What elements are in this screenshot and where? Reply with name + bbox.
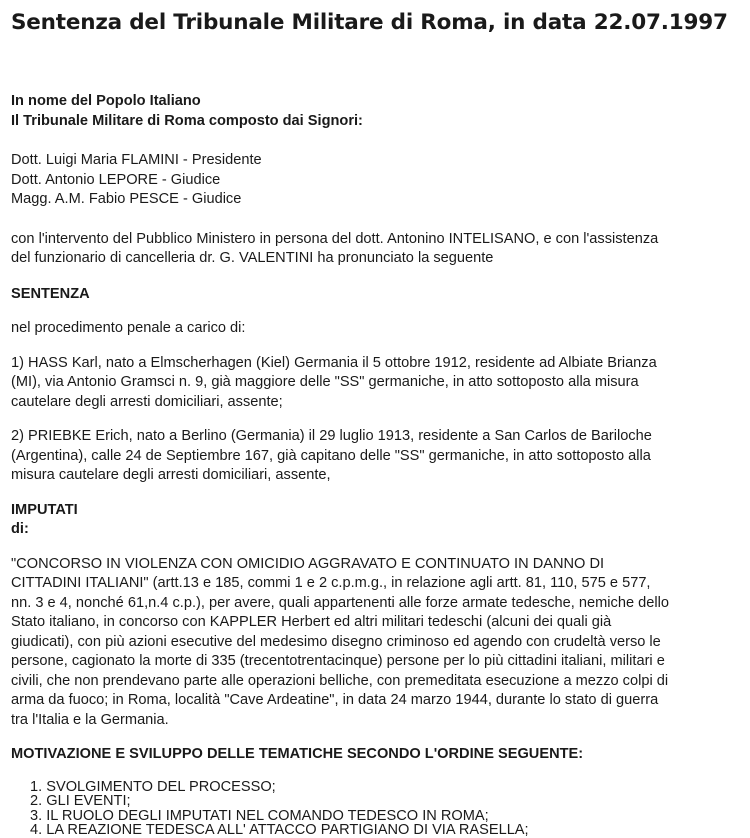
defendant-line: 1) HASS Karl, nato a Elmscherhagen (Kiel) Germania il 5 ottobre 1912, residente ad Albiate Brianza (11, 354, 657, 371)
page-title: Sentenza del Tribunale Militare di Roma, in data 22.07.1997 (11, 10, 728, 35)
charge-line: persone, cagionato la morte di 335 (trecentotrentacinque) persone per lo più cittadini italiani, militari e (11, 653, 665, 669)
procedimento-paragraph: nel procedimento penale a carico di: (11, 320, 246, 336)
charge-line: civili, che non prendevano parte alle operazioni belliche, con premeditata esecuzione a mezzo colpi di (11, 672, 669, 689)
charge-line: tra l'Italia e la Germania. (11, 711, 169, 728)
judge-member: Dott. Antonio LEPORE - Giudice (11, 171, 221, 188)
defendant-priebke-paragraph (11, 427, 739, 486)
court-heading (11, 92, 739, 131)
toc-item: 4. LA REAZIONE TEDESCA ALL' ATTACCO PARTIGIANO DI VIA RASELLA; (30, 822, 529, 838)
motivazione-heading: MOTIVAZIONE E SVILUPPO DELLE TEMATICHE SECONDO L'ORDINE SEGUENTE: (11, 746, 584, 762)
judge-president: Dott. Luigi Maria FLAMINI - Presidente (11, 152, 262, 168)
toc-item: 2. GLI EVENTI; (30, 793, 131, 810)
intervento-line: con l'intervento del Pubblico Ministero in persona del dott. Antonino INTELISANO, e con l'assistenza (11, 230, 659, 247)
defendant-line: cautelare degli arresti domiciliari, assente; (11, 393, 283, 410)
judges-list (11, 151, 739, 210)
toc-item: 1. SVOLGIMENTO DEL PROCESSO; (30, 778, 276, 795)
intervento-paragraph (11, 230, 739, 269)
imputati-heading (11, 501, 739, 540)
charge-line: Stato italiano, in concorso con KAPPLER Herbert ed altri militari tedeschi (alcuni dei quali già (11, 614, 612, 630)
heading-line-popolo: In nome del Popolo Italiano (11, 93, 201, 109)
toc-item: 3. IL RUOLO DEGLI IMPUTATI NEL COMANDO TEDESCO IN ROMA; (30, 807, 489, 824)
charge-paragraph (11, 555, 739, 731)
defendant-line: (Argentina), calle 24 de Septiembre 167, già capitano delle "SS" germaniche, in atto sottoposto alla (11, 447, 651, 464)
defendant-line: (MI), via Antonio Gramsci n. 9, già maggiore delle "SS" germaniche, in atto sottoposto alla misura (11, 374, 639, 390)
heading-line-tribunale: Il Tribunale Militare di Roma composto dai Signori: (11, 112, 363, 129)
defendant-hass-paragraph (11, 354, 739, 413)
defendant-line: misura cautelare degli arresti domiciliari, assente, (11, 467, 331, 483)
charge-line: "CONCORSO IN VIOLENZA CON OMICIDIO AGGRAVATO E CONTINUATO IN DANNO DI (11, 555, 605, 572)
charge-line: arma da fuoco; in Roma, località "Cave Ardeatine", in data 24 marzo 1944, durante lo stato di guerra (11, 692, 659, 708)
imputati-line: di: (11, 521, 29, 537)
defendant-line: 2) PRIEBKE Erich, nato a Berlino (Germania) il 29 luglio 1913, residente a San Carlos de Bariloche (11, 428, 652, 444)
judge-member: Magg. A.M. Fabio PESCE - Giudice (11, 191, 242, 207)
sentenza-heading: SENTENZA (11, 285, 90, 302)
charge-line: nn. 3 e 4, nonché 61,n.4 c.p.), per avere, quali appartenenti alle forze armate tedesche, nemiche dello (11, 594, 669, 611)
intervento-line: del funzionario di cancelleria dr. G. VALENTINI ha pronunciato la seguente (11, 250, 494, 266)
toc-list (11, 780, 739, 838)
charge-line: giudicati), con più azioni esecutive del medesimo disegno criminoso ed agendo con crudeltà verso le (11, 633, 661, 650)
imputati-line: IMPUTATI (11, 501, 78, 518)
charge-line: CITTADINI ITALIANI" (artt.13 e 185, commi 1 e 2 c.p.m.g., in relazione agli artt. 81, 110, 575 e 577, (11, 575, 651, 591)
document-page (11, 0, 739, 838)
